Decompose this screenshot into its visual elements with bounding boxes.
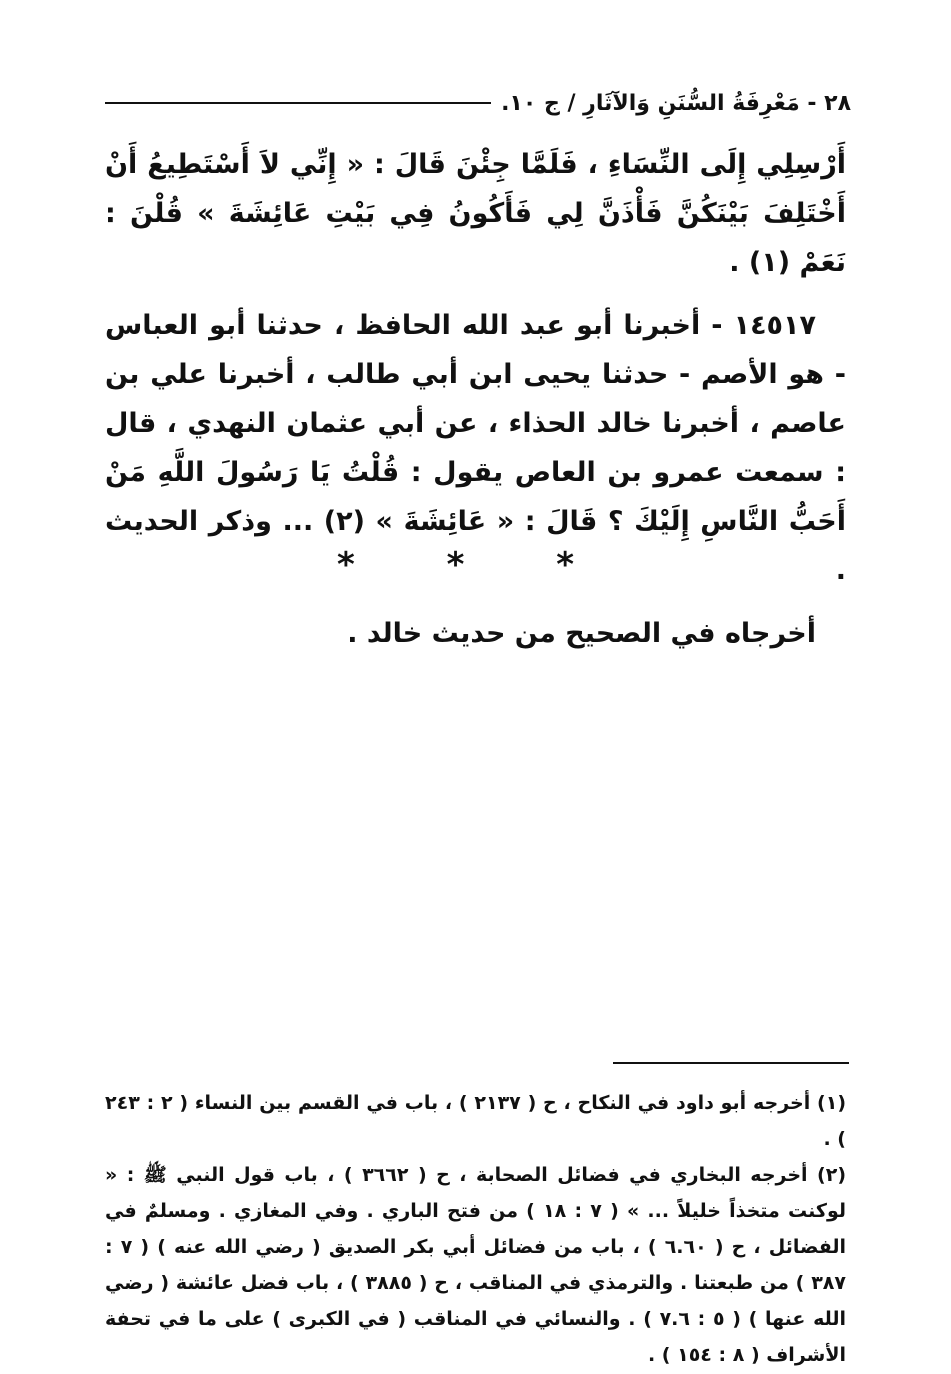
footnotes: [105, 1085, 846, 1373]
footnote-2: (٢) أخرجه البخاري في فضائل الصحابة ، ح ( ٣٦٦٢ ) ، باب قول النبي ﷺ : « لوكنت متخذاً خليلاً ... » ( ٧ : ١٨ ) من فتح الباري . وفي المغازي . ومسلمٌ في الفضائل ، ح ( ٦.٦٠ ) ، باب من فضائل أبي بكر الصديق ( رضي الله عنه ) ( ٧ : ٣٨٧ ) من طبعتنا . والترمذي في المناقب ، ح ( ٣٨٨٥ ) ، باب فضل عائشة ( رضي الله عنها ) ( ٥ : ٧.٦ ) . والنسائي في المناقب ( في الكبرى ) على ما في تحفة الأشراف ( ٨ : ١٥٤ ) .: [105, 1164, 847, 1366]
running-header: [105, 88, 851, 118]
header-title: ٢٨ - مَعْرِفَةُ السُّنَنِ وَالآثَارِ / ج ١٠.: [501, 90, 851, 116]
section-separator: * * *: [336, 545, 614, 585]
footnote-rule: [613, 1062, 849, 1064]
footnote-1: (١) أخرجه أبو داود في النكاح ، ح ( ٢١٣٧ ) ، باب في القسم بين النساء ( ٢ : ٢٤٣ ) .: [105, 1092, 846, 1150]
paragraph-hadith-14517: ١٤٥١٧ - أخبرنا أبو عبد الله الحافظ ، حدثنا أبو العباس - هو الأصم - حدثنا يحيى ابن أبي طالب ، أخبرنا علي بن عاصم ، أخبرنا خالد الحذاء ، عن أبي عثمان النهدي ، قال : سمعت عمرو بن العاص يقول : قُلْتُ يَا رَسُولَ اللَّهِ مَنْ أَحَبُّ النَّاسِ إِلَيْكَ ؟ قَالَ : « عَائِشَةَ » (٢) ... وذكر الحديث .: [105, 310, 846, 586]
paragraph-takhrij: أخرجاه في الصحيح من حديث خالد .: [347, 618, 816, 649]
header-rule: [105, 102, 491, 104]
paragraph-continuation: أَرْسِلِي إِلَى النِّسَاءِ ، فَلَمَّا جِئْنَ قَالَ : « إِنِّي لاَ أَسْتَطِيعُ أَنْ أَخْتَلِفَ بَيْنَكُنَّ فَأْذَنَّ لِي فَأَكُونُ فِي بَيْتِ عَائِشَةَ » قُلْنَ : نَعَمْ (١) .: [105, 149, 846, 278]
